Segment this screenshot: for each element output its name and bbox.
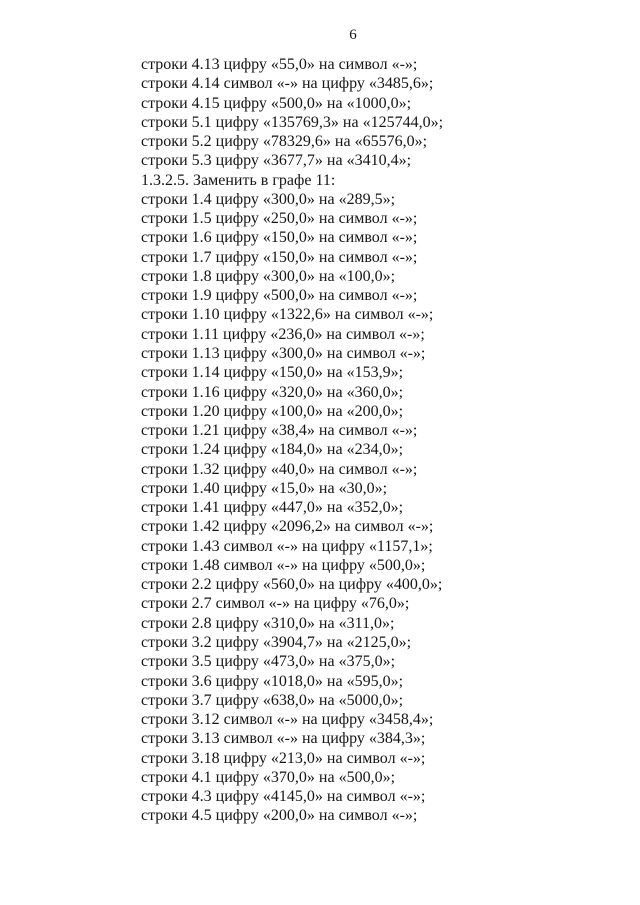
text-line: строки 3.6 цифру «1018,0» на «595,0»; — [141, 672, 404, 690]
text-line: строки 1.40 цифру «15,0» на «30,0»; — [141, 479, 388, 497]
text-line: строки 1.16 цифру «320,0» на «360,0»; — [141, 383, 404, 401]
text-line: строки 5.2 цифру «78329,6» на «65576,0»; — [141, 133, 428, 151]
text-line: строки 1.24 цифру «184,0» на «234,0»; — [141, 441, 404, 459]
text-line: строки 3.7 цифру «638,0» на «5000,0»; — [141, 691, 404, 709]
text-line: строки 4.1 цифру «370,0» на «500,0»; — [141, 768, 396, 786]
text-line: строки 1.9 цифру «500,0» на символ «-»; — [141, 287, 418, 305]
text-line: строки 1.8 цифру «300,0» на «100,0»; — [141, 267, 396, 285]
text-line: строки 2.2 цифру «560,0» на цифру «400,0»; — [141, 576, 443, 594]
text-line: строки 1.13 цифру «300,0» на символ «-»; — [141, 344, 426, 362]
text-line: строки 4.5 цифру «200,0» на символ «-»; — [141, 807, 418, 825]
text-line: строки 4.14 символ «-» на цифру «3485,6»; — [141, 75, 434, 93]
text-line: строки 3.13 символ «-» на цифру «384,3»; — [141, 730, 426, 748]
text-line: строки 5.1 цифру «135769,3» на «125744,0»; — [141, 113, 444, 131]
text-line: строки 3.18 цифру «213,0» на символ «-»; — [141, 749, 426, 767]
text-line: строки 1.14 цифру «150,0» на «153,9»; — [141, 364, 404, 382]
text-line: строки 3.12 символ «-» на цифру «3458,4»; — [141, 711, 434, 729]
text-line: строки 4.15 цифру «500,0» на «1000,0»; — [141, 94, 412, 112]
document-body — [141, 55, 611, 826]
text-line: строки 1.42 цифру «2096,2» на символ «-»; — [141, 518, 434, 536]
text-line: строки 5.3 цифру «3677,7» на «3410,4»; — [141, 152, 412, 170]
text-line: строки 1.21 цифру «38,4» на символ «-»; — [141, 422, 418, 440]
text-line: строки 1.32 цифру «40,0» на символ «-»; — [141, 460, 418, 478]
text-line: строки 1.6 цифру «150,0» на символ «-»; — [141, 229, 418, 247]
text-line: строки 4.13 цифру «55,0» на символ «-»; — [141, 56, 418, 73]
text-line: строки 3.5 цифру «473,0» на «375,0»; — [141, 653, 396, 671]
text-line: строки 2.7 символ «-» на цифру «76,0»; — [141, 595, 410, 613]
text-line: строки 1.7 цифру «150,0» на символ «-»; — [141, 248, 418, 266]
text-line: строки 4.3 цифру «4145,0» на символ «-»; — [141, 788, 426, 806]
text-line: строки 1.43 символ «-» на цифру «1157,1»; — [141, 537, 433, 555]
text-line: строки 1.41 цифру «447,0» на «352,0»; — [141, 499, 404, 517]
text-line: строки 1.20 цифру «100,0» на «200,0»; — [141, 402, 404, 420]
section-heading: 1.3.2.5. Заменить в графе 11: — [141, 171, 336, 189]
page-number: 6 — [349, 27, 357, 43]
text-line: строки 1.5 цифру «250,0» на символ «-»; — [141, 210, 418, 228]
text-line: строки 1.10 цифру «1322,6» на символ «-»; — [141, 306, 434, 324]
text-line: строки 1.4 цифру «300,0» на «289,5»; — [141, 190, 396, 208]
text-line: строки 2.8 цифру «310,0» на «311,0»; — [141, 614, 395, 632]
text-line: строки 3.2 цифру «3904,7» на «2125,0»; — [141, 633, 412, 651]
text-line: строки 1.11 цифру «236,0» на символ «-»; — [141, 325, 425, 343]
text-line: строки 1.48 символ «-» на цифру «500,0»; — [141, 556, 426, 574]
